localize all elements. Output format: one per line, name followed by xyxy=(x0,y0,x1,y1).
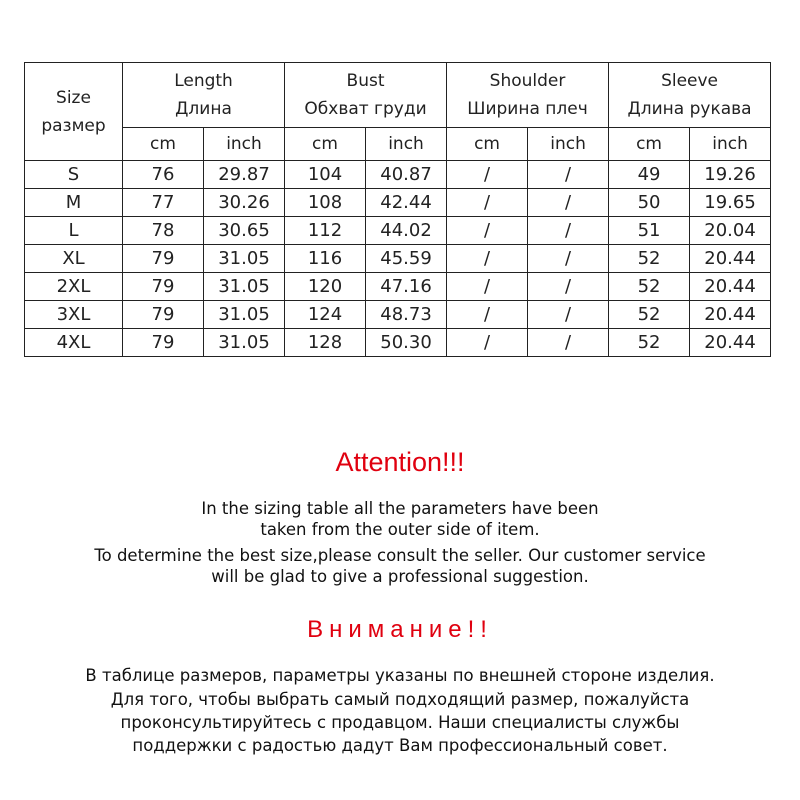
measurement-cell: / xyxy=(447,161,528,189)
measurement-cell: 40.87 xyxy=(366,161,447,189)
measurement-cell: 78 xyxy=(123,217,204,245)
measurement-cell: 30.26 xyxy=(204,189,285,217)
measurement-cell: 49 xyxy=(609,161,690,189)
measurement-cell: 47.16 xyxy=(366,273,447,301)
length-header-cell xyxy=(123,63,285,128)
notice-ru-line: В таблице размеров, параметры указаны по внешней стороне изделия. xyxy=(85,666,715,685)
sleeve-header-en: Sleeve xyxy=(661,71,719,91)
measurement-cell: 20.44 xyxy=(690,301,771,329)
size-header-cell xyxy=(25,63,123,161)
size-label-cell: S xyxy=(25,161,123,189)
sleeve-header-cell xyxy=(609,63,771,128)
measurement-cell: 108 xyxy=(285,189,366,217)
length-header-en: Length xyxy=(174,71,233,91)
size-label-cell: 3XL xyxy=(25,301,123,329)
size-label-cell: XL xyxy=(25,245,123,273)
length-header-ru: Длина xyxy=(175,99,232,119)
measurement-cell: 31.05 xyxy=(204,301,285,329)
attention-heading-en: Attention!!! xyxy=(335,447,465,477)
notice-ru-line: Для того, чтобы выбрать самый подходящий размер, пожалуйста xyxy=(110,690,690,709)
size-label-cell: M xyxy=(25,189,123,217)
measurement-cell: 116 xyxy=(285,245,366,273)
measurement-cell: / xyxy=(447,329,528,357)
shoulder-header-ru: Ширина плеч xyxy=(467,99,588,119)
unit-header-cell: cm xyxy=(285,128,366,161)
notice-en-line: In the sizing table all the parameters have been xyxy=(201,499,599,518)
measurement-cell: 44.02 xyxy=(366,217,447,245)
measurement-cell: 31.05 xyxy=(204,329,285,357)
size-chart-table xyxy=(24,62,771,357)
measurement-cell: 31.05 xyxy=(204,273,285,301)
measurement-cell: 52 xyxy=(609,329,690,357)
measurement-cell: 31.05 xyxy=(204,245,285,273)
shoulder-header-cell xyxy=(447,63,609,128)
size-header-ru: размер xyxy=(41,115,106,136)
measurement-cell: 52 xyxy=(609,301,690,329)
size-row xyxy=(25,217,771,245)
bust-header-en: Bust xyxy=(346,71,385,91)
measurement-cell: / xyxy=(447,245,528,273)
size-label-cell: 4XL xyxy=(25,329,123,357)
shoulder-header-en: Shoulder xyxy=(489,71,566,91)
measurement-cell: / xyxy=(528,273,609,301)
unit-header-cell: inch xyxy=(366,128,447,161)
measurement-cell: / xyxy=(447,189,528,217)
unit-header-cell: inch xyxy=(204,128,285,161)
notice-en-line: taken from the outer side of item. xyxy=(260,520,540,539)
measurement-cell: 79 xyxy=(123,329,204,357)
measurement-cell: 20.44 xyxy=(690,245,771,273)
measurement-cell: 124 xyxy=(285,301,366,329)
size-row xyxy=(25,301,771,329)
sleeve-header-ru: Длина рукава xyxy=(627,99,752,119)
notice-en-line: To determine the best size,please consult the seller. Our customer service xyxy=(94,546,706,565)
unit-header-cell: cm xyxy=(609,128,690,161)
measurement-cell: / xyxy=(528,217,609,245)
size-row xyxy=(25,161,771,189)
measurement-cell: 29.87 xyxy=(204,161,285,189)
measurement-cell: 120 xyxy=(285,273,366,301)
measurement-cell: 112 xyxy=(285,217,366,245)
notice-en-line: will be glad to give a professional suggestion. xyxy=(211,567,589,586)
bust-header-cell xyxy=(285,63,447,128)
measurement-cell: / xyxy=(528,189,609,217)
size-row xyxy=(25,189,771,217)
measurement-cell: / xyxy=(447,301,528,329)
size-row xyxy=(25,245,771,273)
attention-heading-ru: Внимание!! xyxy=(307,616,493,643)
size-header-en: Size xyxy=(56,87,91,108)
measurement-cell: 30.65 xyxy=(204,217,285,245)
measurement-cell: 128 xyxy=(285,329,366,357)
measurement-cell: 19.65 xyxy=(690,189,771,217)
measurement-cell: / xyxy=(447,273,528,301)
measurement-cell: 42.44 xyxy=(366,189,447,217)
measurement-cell: / xyxy=(528,329,609,357)
unit-header-cell: cm xyxy=(447,128,528,161)
measurement-cell: 20.04 xyxy=(690,217,771,245)
measurement-cell: 19.26 xyxy=(690,161,771,189)
measurement-cell: 52 xyxy=(609,245,690,273)
size-label-cell: 2XL xyxy=(25,273,123,301)
unit-header-cell: inch xyxy=(690,128,771,161)
size-row xyxy=(25,273,771,301)
notice-ru-line: поддержки с радостью дадут Вам профессиональный совет. xyxy=(132,736,668,755)
measurement-cell: 20.44 xyxy=(690,273,771,301)
size-row xyxy=(25,329,771,357)
measurement-cell: 48.73 xyxy=(366,301,447,329)
measurement-cell: / xyxy=(528,245,609,273)
measurement-cell: 45.59 xyxy=(366,245,447,273)
bust-header-ru: Обхват груди xyxy=(304,99,427,119)
measurement-cell: 20.44 xyxy=(690,329,771,357)
size-label-cell: L xyxy=(25,217,123,245)
measurement-cell: / xyxy=(528,301,609,329)
notice-ru-line: проконсультируйтесь с продавцом. Наши специалисты службы xyxy=(120,713,680,732)
measurement-cell: / xyxy=(447,217,528,245)
size-rows xyxy=(25,161,771,357)
measurement-cell: 50.30 xyxy=(366,329,447,357)
unit-header-cell: inch xyxy=(528,128,609,161)
measurement-cell: 79 xyxy=(123,301,204,329)
measurement-cell: 76 xyxy=(123,161,204,189)
measurement-cell: 52 xyxy=(609,273,690,301)
unit-header-cell: cm xyxy=(123,128,204,161)
measurement-cell: 104 xyxy=(285,161,366,189)
measurement-cell: 77 xyxy=(123,189,204,217)
measurement-cell: 51 xyxy=(609,217,690,245)
measurement-cell: 79 xyxy=(123,273,204,301)
measurement-cell: 50 xyxy=(609,189,690,217)
measurement-cell: 79 xyxy=(123,245,204,273)
measurement-cell: / xyxy=(528,161,609,189)
